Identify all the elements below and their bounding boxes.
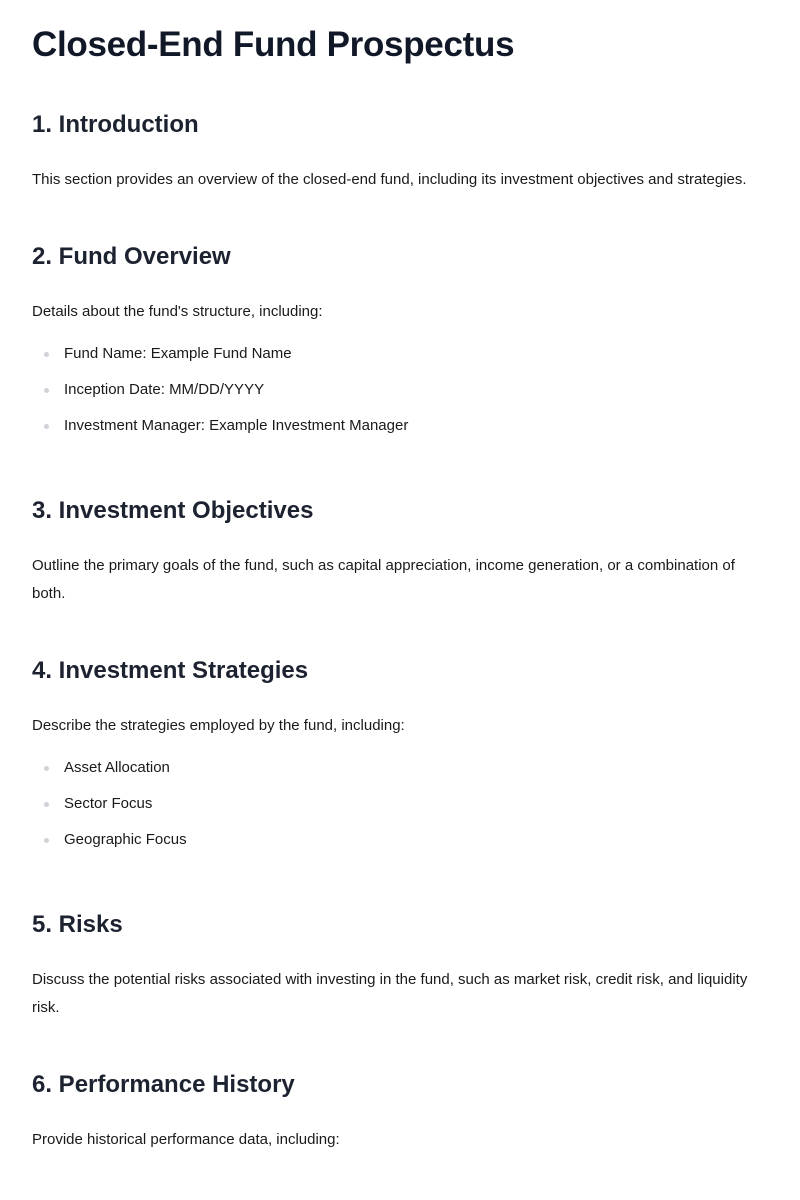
section-performance-history [32,1070,768,1154]
list-item-text: Inception Date: MM/DD/YYYY [64,381,265,398]
section-paragraph: Describe the strategies employed by the fund, including: [32,717,405,734]
section-paragraph: Details about the fund's structure, including: [32,303,323,320]
list-item [32,380,768,400]
list-item [32,794,768,814]
list-item [32,830,768,850]
section-paragraph: Outline the primary goals of the fund, such as capital appreciation, income generation, or a combination of both. [32,557,735,602]
section-heading: 6. Performance History [32,1071,295,1098]
bullet-icon [44,766,49,771]
list-item-text: Sector Focus [64,795,153,812]
bullet-icon [44,388,49,393]
bullet-list [32,344,768,436]
section-heading: 2. Fund Overview [32,243,231,270]
section-paragraph: Provide historical performance data, including: [32,1131,340,1148]
list-item [32,416,768,436]
section-heading: 5. Risks [32,911,123,938]
bullet-icon [44,424,49,429]
section-heading: 1. Introduction [32,111,199,138]
section-investment-objectives [32,496,768,608]
bullet-icon [44,838,49,843]
list-item [32,344,768,364]
list-item-text: Asset Allocation [64,759,170,776]
list-item-text: Geographic Focus [64,831,187,848]
section-paragraph: Discuss the potential risks associated with investing in the fund, such as market risk, credit risk, and liquidity risk. [32,971,748,1016]
bullet-icon [44,352,49,357]
section-introduction [32,110,768,194]
list-item-text: Fund Name: Example Fund Name [64,345,292,362]
list-item [32,758,768,778]
bullet-list [32,758,768,850]
section-investment-strategies [32,656,768,850]
section-heading: 4. Investment Strategies [32,657,309,684]
section-risks [32,910,768,1022]
bullet-icon [44,802,49,807]
section-heading: 3. Investment Objectives [32,497,314,524]
section-paragraph: This section provides an overview of the closed-end fund, including its investment objectives and strategies. [32,171,747,188]
page-title: Closed-End Fund Prospectus [32,25,515,64]
section-fund-overview [32,242,768,436]
list-item-text: Investment Manager: Example Investment Manager [64,417,409,434]
